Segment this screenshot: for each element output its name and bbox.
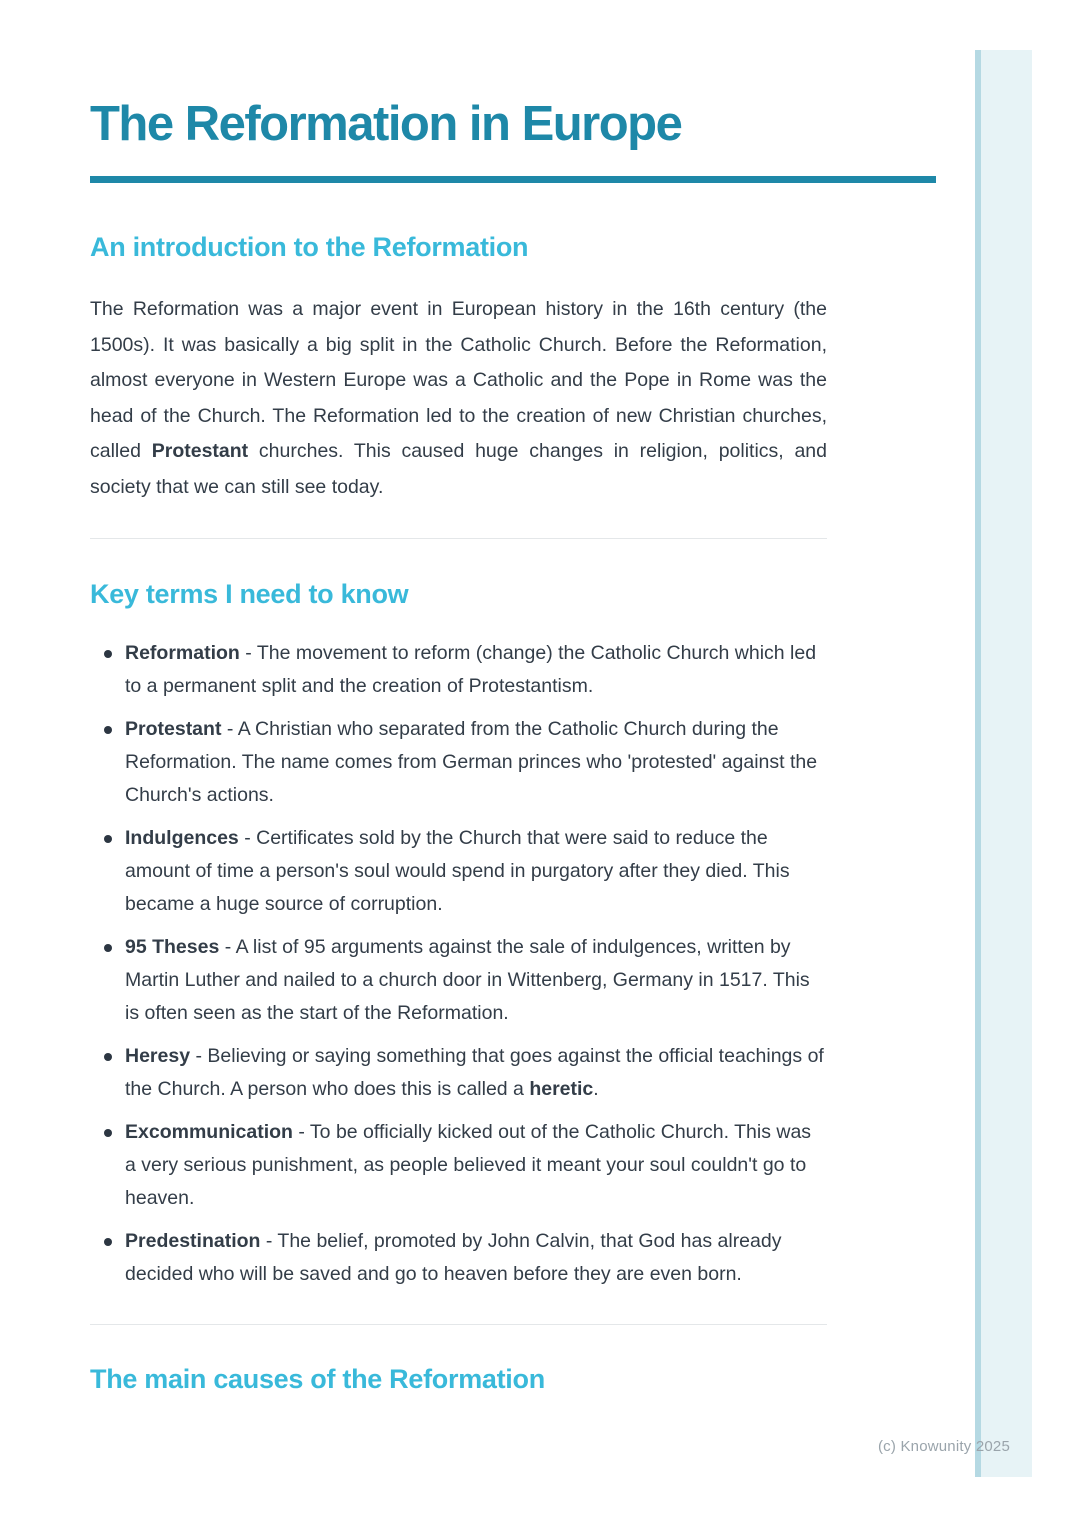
- section-main-causes: [90, 1364, 936, 1395]
- bullet-dot: [104, 1053, 112, 1061]
- intro-section-heading: An introduction to the Reformation: [90, 232, 529, 262]
- list-item: [90, 713, 827, 812]
- key-terms-section-heading: Key terms I need to know: [90, 579, 409, 609]
- term-label: Excommunication: [125, 1121, 293, 1143]
- intro-text-after: churches. This caused huge changes in religion, politics, and society that we can still see today.: [90, 440, 828, 498]
- term-label: 95 Theses: [125, 936, 220, 958]
- bullet-dot: [104, 650, 112, 658]
- term-definition-after: .: [593, 1078, 599, 1100]
- section-divider: [90, 538, 827, 539]
- list-item: [90, 1116, 827, 1215]
- term-definition: - To be officially kicked out of the Catholic Church. This was a very serious punishment, as people believed it meant your soul couldn't go to heaven.: [125, 1121, 812, 1209]
- term-label: Protestant: [125, 718, 222, 740]
- term-definition: - Believing or saying something that goes against the official teachings of the Church. A person who does this is called a: [125, 1045, 824, 1100]
- side-accent-bar: [975, 50, 1032, 1477]
- list-item: [90, 1040, 827, 1106]
- section-introduction: [90, 232, 936, 505]
- term-label: Indulgences: [125, 827, 239, 849]
- term-label: Predestination: [125, 1230, 261, 1252]
- causes-section-heading: The main causes of the Reformation: [90, 1364, 545, 1394]
- watermark: (c) Knowunity 2025: [877, 1438, 1010, 1455]
- list-item: [90, 637, 827, 703]
- term-definition: - Certificates sold by the Church that were said to reduce the amount of time a person's soul would spend in purgatory after they died. This became a huge source of corruption.: [125, 827, 790, 915]
- term-definition: - A Christian who separated from the Catholic Church during the Reformation. The name comes from German princes who 'protested' against the Church's actions.: [125, 718, 818, 806]
- intro-text-before: The Reformation was a major event in European history in the 16th century (the 1500s). It was basically a big split in the Catholic Church. Before the Reformation, almost everyone in Western Europe was a Catholic and the Pope in Rome was the head of the Church. The Reformation led to the creation of new Christian churches, called: [90, 298, 827, 462]
- term-label: Reformation: [125, 642, 240, 664]
- intro-text-bold: Protestant: [151, 440, 249, 462]
- bullet-dot: [104, 944, 112, 952]
- list-item: [90, 1225, 827, 1291]
- term-definition: - The movement to reform (change) the Catholic Church which led to a permanent split and the creation of Protestantism.: [125, 642, 817, 697]
- term-definition: - A list of 95 arguments against the sale of indulgences, written by Martin Luther and nailed to a church door in Wittenberg, Germany in 1517. This is often seen as the start of the Reformation.: [125, 936, 810, 1024]
- page-title: The Reformation in Europe: [90, 97, 682, 151]
- document-page: [90, 0, 936, 1395]
- intro-paragraph: [90, 292, 827, 505]
- term-definition-bold: heretic: [529, 1078, 594, 1100]
- bullet-dot: [104, 835, 112, 843]
- bullet-dot: [104, 1129, 112, 1137]
- title-underline-rule: [90, 176, 936, 183]
- term-definition: - The belief, promoted by John Calvin, that God has already decided who will be saved and go to heaven before they are even born.: [125, 1230, 782, 1285]
- section-divider: [90, 1324, 827, 1325]
- key-terms-list: [90, 637, 827, 1291]
- section-key-terms: [90, 579, 936, 1291]
- list-item: [90, 931, 827, 1030]
- bullet-dot: [104, 1238, 112, 1246]
- term-label: Heresy: [125, 1045, 191, 1067]
- bullet-dot: [104, 726, 112, 734]
- list-item: [90, 822, 827, 921]
